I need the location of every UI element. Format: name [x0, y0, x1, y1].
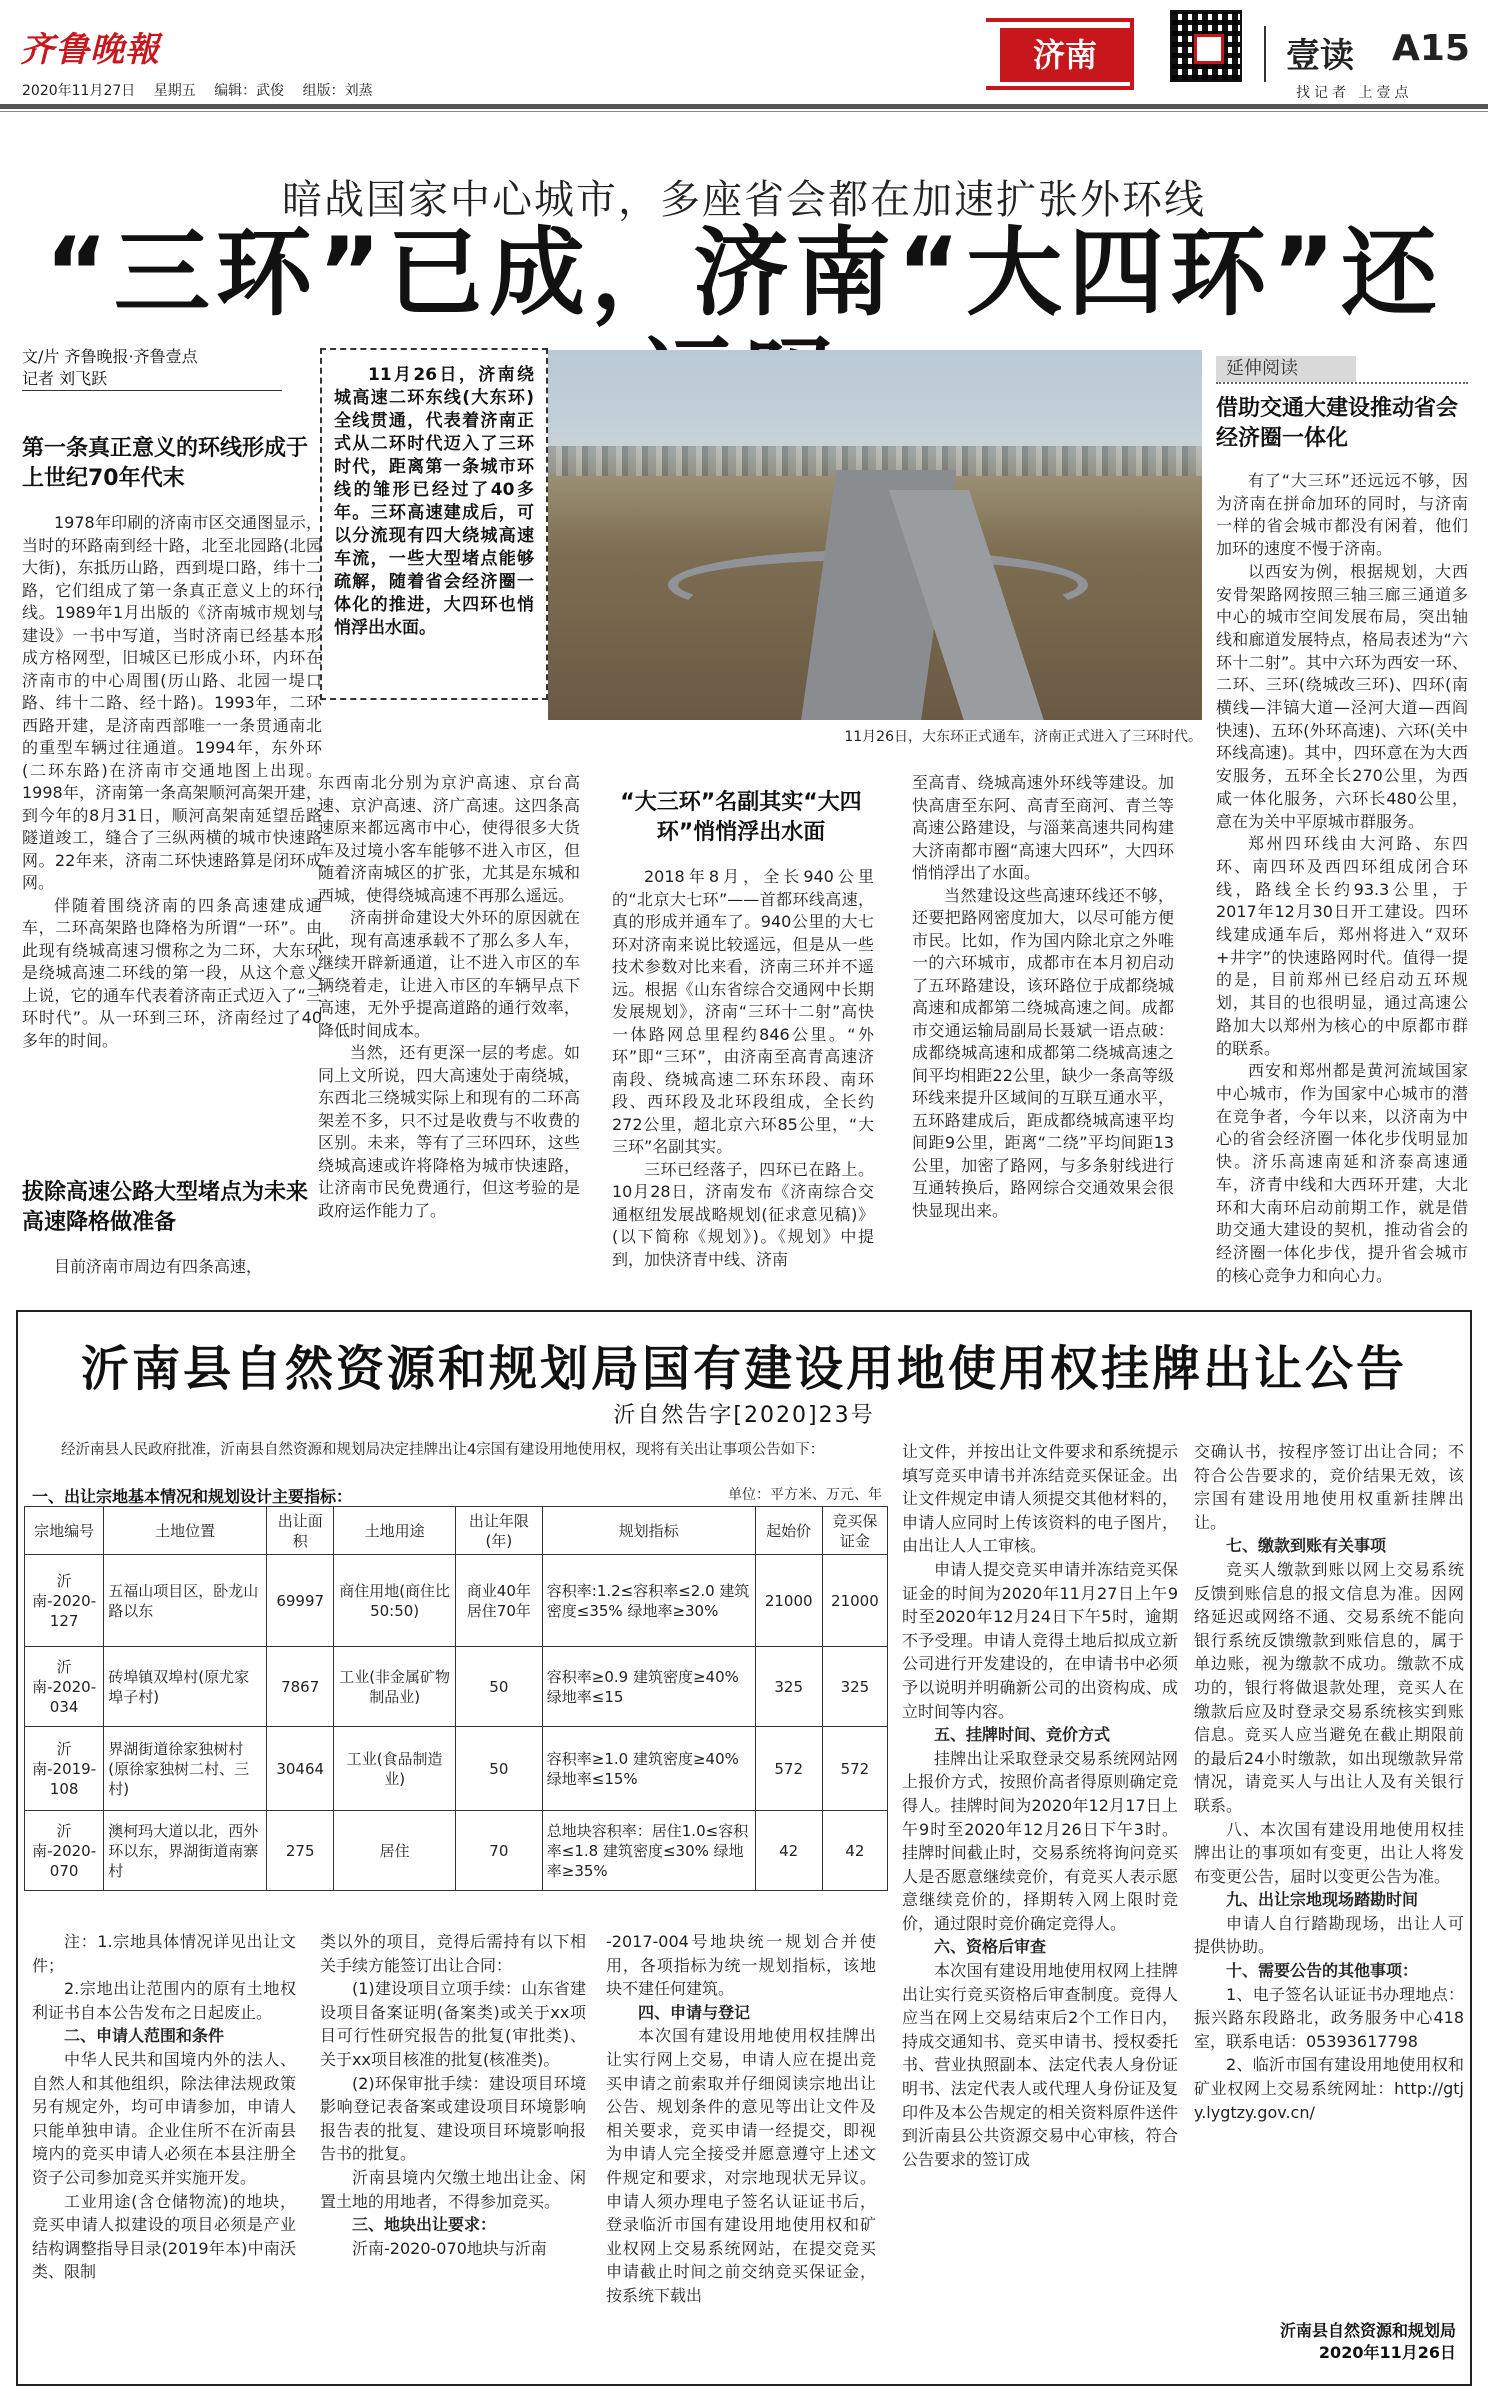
table-cell: 工业(非金属矿物制品业) [334, 1647, 456, 1727]
paragraph: 申请人自行踏勘现场，出让人可提供协助。 [1194, 1913, 1464, 1957]
editor-credit: 编辑：武俊 [214, 83, 285, 99]
table-cell: 沂南-2019-108 [25, 1727, 104, 1811]
article-col-2 [318, 772, 580, 1222]
table-cell: 沂南-2020-034 [25, 1647, 104, 1727]
table-header-row [25, 1507, 888, 1555]
paragraph: 2018年8月，全长940公里的“北京大七环”——首都环线高速，真的形成并通车了。940公里的大七环对济南来说比较遥远，但是从一些技术参数对比来看，济南三环并不遥远。根据《山东省综合交通网中长期发展规划》，济南“三环十二射”高快一体路网总里程约846公里。“外环”即“三环”，由济南至高青高速济南段、绕城高速二环东环段、南环段、西环段及北环段组成，全长约272公里，超北京六环85公里，“大三环”名副其实。 [612, 867, 874, 1156]
paragraph: 东西南北分别为京沪高速、京台高速、京沪高速、济广高速。这四条高速原来都远离市中心，使得很多大货车及过境小客车能够不进入市区，但随着济南城区的扩张，尤其是东城和西城，使得绕城高速不再那么遥远。 [318, 773, 580, 905]
paragraph: 挂牌出让采取登录交易系统网站网上报价方式，按照价高者得原则确定竞得人。挂牌时间为2020年12月17日上午9时至2020年12月26日下午3时。挂牌时间截止时，交易系统将询问竞买人是否愿意继续竞价，有竞买人表示愿意继续竞价的，择期转入网上限时竞价，通过限时竞价确定竞得人。 [902, 1748, 1178, 1933]
lead-text: 11月26日，济南绕城高速二环东线(大东环)全线贯通，代表着济南正式从二环时代迈入了三环时代，距离第一条城市环线的雏形已经过了40多年。三环高速建成后，可以分流现有四大绕城高速车流，一些大型堵点能够疏解，随着省会经济圈一体化的推进，大四环也悄悄浮出水面。 [334, 365, 534, 638]
header-rule [0, 104, 1488, 109]
section-label: 济南 [1000, 28, 1130, 82]
table-cell: 50 [455, 1647, 542, 1727]
notice-heading: 八、本次国有建设用地使用权挂牌出让的事项如有变更，出让人将发布变更公告，届时以变更公告为准。 [1194, 1819, 1464, 1886]
photo-caption: 11月26日，大东环正式通车，济南正式进入了三环时代。 [844, 729, 1202, 745]
issue-date: 2020年11月27日 [22, 83, 136, 99]
paragraph: 沂南-2020-070地块与沂南 [352, 2238, 547, 2258]
article-kicker: 暗战国家中心城市，多座省会都在加速扩张外环线 [282, 177, 1206, 223]
table-cell: 42 [755, 1811, 822, 1891]
page-number: A15 [1392, 28, 1470, 69]
paragraph: 工业用途(含仓储物流)的地块，竞买申请人拟建设的项目必须是产业结构调整指导目录(2019年本)中南沃类、限制 [32, 2191, 296, 2282]
table-cell: 69997 [267, 1555, 334, 1647]
paragraph: 类以外的项目，竞得后需持有以下相关手续方能签订出让合同： [320, 1932, 586, 1975]
table-cell: 居住 [334, 1811, 456, 1891]
table-header: 起始价 [755, 1507, 822, 1555]
article-col-1b [22, 1256, 322, 1279]
table-cell: 砖埠镇双埠村(原尤家埠子村) [104, 1647, 267, 1727]
article-headline: “三环”已成，济南“大四环”还 [44, 217, 1444, 329]
paragraph: 中华人民共和国境内外的法人、自然人和其他组织，除法律法规政策另有规定外，均可申请参加，申请人只能单独申请。企业住所不在沂南县境内的竞买申请人必须在本县注册全资子公司参加竞买并实施开发。 [32, 2049, 296, 2187]
layout-credit: 组版：刘蒸 [302, 83, 373, 99]
paragraph: 1978年印刷的济南市区交通图显示，当时的环路南到经十路，北至北园路(北园大街)，东抵历山路，西到堤口路，纬十二路，它们组成了第一条真正意义上的环行线。1989年1月出版的《济南城市规划与建设》一书中写道，当时济南已经基本形成方格网型，旧城区已形成小环，内环在济南市的中心周围(历山路、北园一堤口路、纬十二路、经十路)。1993年，二环西路开建，是济南西部唯一一条贯通南北的重型车辆过往通道。1994年，东外环(二环东路)在济南市交通地图上出现。1998年，济南第一条高架顺河高架开建，到今年的8月31日，顺河高架南延望岳路隧道竣工，缝合了三纵两横的城市快速路网。22年来，济南二环快速路算是闭环成网。 [22, 513, 322, 892]
section-tag [986, 18, 1134, 90]
newspaper-logo: 齐鲁晚報 [20, 30, 160, 70]
table-header: 竞买保证金 [822, 1507, 887, 1555]
table-cell: 容积率≥0.9 建筑密度≥40% 绿地率≤15 [542, 1647, 755, 1727]
paragraph: 申请人提交竞买申请并冻结竞买保证金的时间为2020年11月27日上午9时至2020年12月24日下午5时，逾期不予受理。申请人竞得土地后拟成立新公司进行开发建设的，在申请书中必须予以说明并明确新公司的出资构成、成立时间等内容。 [902, 1559, 1178, 1721]
subhead-3: “大三环”名副其实“大四环”悄悄浮出水面 [620, 790, 862, 845]
paragraph: 竞买人缴款到账以网上交易系统反馈到账信息的报文信息为准。因网络延迟或网络不通、交易系统不能向银行系统反馈缴款到账信息的，属于单边账，视为缴款不成功。缴款不成功的，银行将做退款处理，竞买人在缴款后应及时登录交易系统核实到账信息。竞买人应当避免在截止期限前的最后24小时缴款，如出现缴款异常情况，请竞买人与出让人及有关银行联系。 [1194, 1559, 1464, 1815]
paragraph: 三环已经落子，四环已在路上。10月28日，济南发布《济南综合交通枢纽发展战略规划(征求意见稿)》(以下简称《规划》)。《规划》中提到，加快济青中线、济南 [612, 1159, 874, 1269]
table-header: 规划指标 [542, 1507, 755, 1555]
notice-col-2 [320, 1930, 586, 2260]
article-col-3 [612, 866, 874, 1271]
paragraph: 目前济南市周边有四条高速， [54, 1257, 263, 1276]
reporter-slogan: 找记者 上壹点 [1296, 85, 1413, 101]
signature-org: 沂南县自然资源和规划局 [1279, 2321, 1456, 2340]
table-cell: 50 [455, 1727, 542, 1811]
paragraph: 郑州四环线由大河路、东四环、南四环及西四环组成闭合环线，路线全长约93.3公里，于2017年12月30日开工建设。四环线建成通车后，郑州将进入“双环+井字”的快速路网时代。值得一提的是，目前郑州已经启动五环规划，其目的也很明显，通过高速公路加大以郑州为核心的中原都市群的联系。 [1216, 834, 1468, 1058]
paragraph: (1)建设项目立项手续：山东省建设项目备案证明(备案类)或关于xx项目可行性研究报告的批复(审批类)、关于xx项目核准的批复(核准类)。 [320, 1979, 586, 2069]
table-cell: 沂南-2020-127 [25, 1555, 104, 1647]
table-cell: 70 [455, 1811, 542, 1891]
byline-reporter: 记者 刘飞跃 [22, 368, 282, 391]
dateline [22, 80, 387, 100]
header-rule-thin [0, 111, 1488, 112]
notice-col-1 [32, 1930, 296, 2284]
table-header: 宗地编号 [25, 1507, 104, 1555]
notice-heading: 十、需要公告的其他事项： [1226, 1961, 1419, 1981]
byline-source: 文/片 齐鲁晚报·齐鲁壹点 [22, 347, 198, 366]
article-col-4 [912, 772, 1174, 1222]
table-cell: 沂南-2020-070 [25, 1811, 104, 1891]
table-row [25, 1647, 888, 1727]
notice-intro: 经沂南县人民政府批准，沂南县自然资源和规划局决定挂牌出让4宗国有建设用地使用权，现将有关出让事项公告如下： [61, 1442, 825, 1458]
table-header: 土地位置 [104, 1507, 267, 1555]
paragraph: 当然，还有更深一层的考虑。如同上文所说，四大高速处于南绕城，东西北三绕城实际上和现有的二环高架差不多，只不过是收费与不收费的区别。未来，等有了三环四环，这些绕城高速或许将降格为城市快速路，让济南市民免费通行，但这考验的是政府运作能力了。 [318, 1043, 580, 1220]
notice-col-3 [606, 1930, 876, 2308]
notice-heading: 六、资格后审查 [934, 1937, 1047, 1957]
table-cell: 工业(食品制造业) [334, 1727, 456, 1811]
paragraph: 西安和郑州都是黄河流域国家中心城市，作为国家中心城市的潜在竞争者，今年以来，以济南为中心的省会经济圈一体化步伐明显加快。济乐高速南延和济泰高速通车，济青中线和大西环开建，大北环和大南环启动前期工作，就是借助交通大建设的契机，推动省会的经济圈一体化步伐，提升省会城市的核心竞争力和向心力。 [1216, 1061, 1468, 1285]
issue-weekday: 星期五 [153, 83, 196, 99]
subhead-4: 借助交通大建设推动省会经济圈一体化 [1216, 396, 1459, 451]
paragraph: 济南拼命建设大外环的原因就在此，现有高速承载不了那么多人车，继续开辟新通道，让不进入市区的车辆绕着走，让进入市区的车辆早点下高速，无外乎提高道路的通行效率，降低时间成本。 [318, 908, 580, 1040]
notice-heading: 二、申请人范围和条件 [64, 2026, 225, 2046]
paragraph: 有了“大三环”还远远不够，因为济南在拼命加环的同时，与济南一样的省会城市都没有闲着，他们加环的速度不慢于济南。 [1216, 471, 1468, 559]
lead-box [320, 348, 548, 700]
table-row [25, 1811, 888, 1891]
table-cell: 总地块容积率：居住1.0≤容积率≤1.8 建筑密度≤30% 绿地率≥35% [542, 1811, 755, 1891]
extended-reading-label: 延伸阅读 [1216, 356, 1356, 382]
signature-date: 2020年11月26日 [1318, 2343, 1456, 2362]
notice-heading: 四、申请与登记 [638, 2002, 751, 2022]
table-cell: 325 [822, 1647, 887, 1727]
subhead-1: 第一条真正意义的环线形成于上世纪70年代末 [22, 436, 309, 491]
paragraph: 注：1.宗地具体情况详见出让文件； [32, 1932, 296, 1975]
paragraph: 交确认书，按程序签订出让合同；不符合公告要求的，竞价结果无效，该宗国有建设用地使用权重新挂牌出让。 [1194, 1442, 1464, 1532]
paragraph: (2)环保审批手续：建设项目环境影响登记表备案或建设项目环境影响报告表的批复、建设项目环境影响报告书的批复。 [320, 2073, 586, 2164]
notice-link[interactable]: 2、临沂市国有建设用地使用权和矿业权网上交易系统网址：http://gtjy.lygtzy.gov.cn/ [1194, 2055, 1464, 2122]
table-cell: 325 [755, 1647, 822, 1727]
paragraph: 1、电子签名认证证书办理地点：振兴路东段路北，政务服务中心418室，联系电话：05393617798 [1194, 1984, 1464, 2051]
paragraph: 至高青、绕城高速外环线等建设。加快高唐至东阿、高青至商河、青兰等高速公路建设，与淄莱高速共同构建大济南都市圈“高速大四环”，大四环悄悄浮出了水面。 [912, 773, 1174, 882]
subhead-2: 拔除高速公路大型堵点为未来高速降格做准备 [22, 1180, 309, 1235]
table-cell: 7867 [267, 1647, 334, 1727]
table-cell: 五福山项目区，卧龙山路以东 [104, 1555, 267, 1647]
table-row [25, 1727, 888, 1811]
paragraph: 以西安为例，根据规划，大西安骨架路网按照三轴三廊三通道多中心的城市空间发展布局，突出轴线和廊道发展特点，格局表述为“六环十二射”。其中六环为西安一环、二环、三环(绕城改三环)、四环(南横线—沣镐大道—泾河大道—西阎快速)、五环(外环高速)、六环(关中环线高速)。其中，四环意在为大西安服务，五环全长270公里，为西咸一体化服务，六环长480公里，意在为关中平原城市群服务。 [1216, 561, 1468, 831]
paragraph: 伴随着围绕济南的四条高速建成通车，二环高架路也降格为所谓“一环”。由此现有绕城高速习惯称之为二环，大东环是绕城高速二环线的第一段，从这个意义上说，它的通车代表着济南正式迈入了“三环时代”。从一环到三环，济南经过了40多年的时间。 [22, 895, 322, 1050]
table-cell: 商住用地(商住比50:50) [334, 1555, 456, 1647]
table-header: 土地用途 [334, 1507, 456, 1555]
paragraph: 2.宗地出让范围内的原有土地权利证书自本公告发布之日起废止。 [32, 1979, 296, 2022]
table-cell: 商业40年居住70年 [455, 1555, 542, 1647]
table-cell: 澳柯玛大道以北，西外环以东，界湖街道南寨村 [104, 1811, 267, 1891]
notice-unit: 单位：平方米、万元、年 [728, 1487, 882, 1503]
paragraph: 本次国有建设用地使用权网上挂牌出让实行竞买资格后审查制度。竞得人应当在网上交易结束后2个工作日内，持成交通知书、竞买申请书、授权委托书、营业执照副本、法定代表人身份证明书、法定代表人或代理人身份证及复印件及本公告规定的相关资料原件送件到沂南县公共资源交易中心审核，符合公告要求的签订成 [902, 1961, 1178, 2169]
table-cell: 21000 [822, 1555, 887, 1647]
qr-code-icon[interactable] [1170, 10, 1242, 82]
table-row [25, 1555, 888, 1647]
notice-heading: 五、挂牌时间、竞价方式 [934, 1725, 1111, 1745]
article-col-1 [22, 512, 322, 1052]
table-cell: 30464 [267, 1727, 334, 1811]
article-col-5 [1216, 470, 1468, 1287]
notice-title: 沂南县自然资源和规划局国有建设用地使用权挂牌出让公告 [80, 1341, 1407, 1397]
table-cell: 572 [822, 1727, 887, 1811]
highway-photo [548, 350, 1202, 720]
notice-col-4 [902, 1440, 1178, 2171]
extended-reading-tag [1216, 356, 1468, 384]
table-cell: 42 [822, 1811, 887, 1891]
paragraph: 沂南县境内欠缴土地出让金、闲置土地的用地者，不得参加竞买。 [320, 2167, 586, 2211]
paragraph: -2017-004号地块统一规划合并使用，各项指标为统一规划指标，该地块不建任何建筑。 [606, 1932, 876, 1999]
notice-heading: 九、出让宗地现场踏勘时间 [1226, 1890, 1419, 1910]
notice-heading: 七、缴款到账有关事项 [1226, 1536, 1387, 1556]
header-divider [1264, 26, 1266, 82]
byline [22, 346, 312, 391]
notice-col-5 [1194, 1440, 1464, 2124]
table-cell: 275 [267, 1811, 334, 1891]
paragraph: 让文件，并按出让文件要求和系统提示填写竞买申请书并冻结竞买保证金。出让文件规定申请人须提交其他材料的，申请人应同时上传该资料的电子图片，由出让人人工审核。 [902, 1442, 1178, 1556]
table-header: 出让面积 [267, 1507, 334, 1555]
table-cell: 21000 [755, 1555, 822, 1647]
notice-number: 沂自然告字[2020]23号 [613, 1403, 875, 1428]
table-cell: 容积率:1.2≤容积率≤2.0 建筑密度≤35% 绿地率≥30% [542, 1555, 755, 1647]
notice-section-1: 一、出让宗地基本情况和规划设计主要指标： [32, 1487, 353, 1506]
table-cell: 容积率≥1.0 建筑密度≥40% 绿地率≤15% [542, 1727, 755, 1811]
land-table [24, 1506, 888, 1891]
paragraph: 当然建设这些高速环线还不够，还要把路网密度加大，以尽可能方便市民。比如，作为国内除北京之外唯一的六环城市，成都市在本月初启动了五环路建设，该环路位于成都绕城高速和成都第二绕城高速之间。成都市交通运输局副局长聂斌一语点破：成都绕城高速和成都第二绕城高速之间平均相距22公里，缺少一条高等级环线来提升区域间的互联互通水平，五环路建成后，距成都绕城高速平均间距9公里，距离“二绕”平均间距13公里，加密了路网，与多条射线进行互通转换后，路网综合交通效果会很快显现出来。 [912, 885, 1174, 1220]
table-header: 出让年限(年) [455, 1507, 542, 1555]
table-cell: 界湖街道徐家独树村(原徐家独树二村、三村) [104, 1727, 267, 1811]
table-cell: 572 [755, 1727, 822, 1811]
paper-name: 壹读 [1286, 36, 1354, 76]
notice-signature [1194, 2320, 1456, 2364]
notice-heading: 三、地块出让要求： [352, 2215, 497, 2235]
paragraph: 本次国有建设用地使用权挂牌出让实行网上交易，申请人应在提出竞买申请之前索取并仔细阅读宗地出让公告、规划条件的意见等出让文件及相关要求，竞买申请一经提交，即视为申请人完全接受并愿意遵守上述文件规定和要求，对宗地现状无异议。申请人须办理电子签名认证证书后，登录临沂市国有建设用地使用权和矿业权网上交易系统网站，在提交竞买申请截止时间之前交纳竞买保证金，按系统下载出 [606, 2026, 876, 2305]
